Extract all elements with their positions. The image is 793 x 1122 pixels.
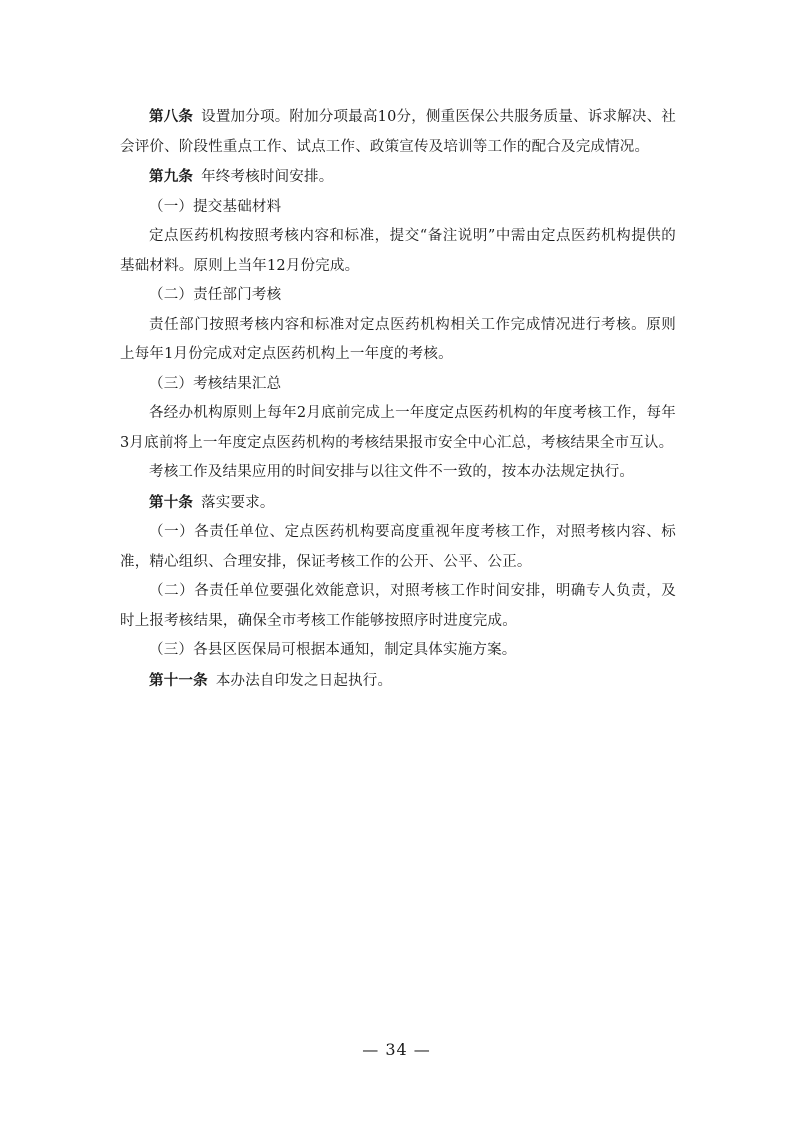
article-10-item-3: （三）各县区医保局可根据本通知，制定具体实施方案。 xyxy=(149,642,517,658)
article-9-item-2-text: 责任部门按照考核内容和标准对定点医药机构相关工作完成情况进行考核。原则上每年1月份完成对定点医药机构上一年度的考核。 xyxy=(120,316,676,362)
page-number: — 34 — xyxy=(362,1040,431,1059)
article-8-text: 设置加分项。附加分项最高10分，侧重医保公共服务质量、诉求解决、社会评价、阶段性重点工作、试点工作、政策宣传及培训等工作的配合及完成情况。 xyxy=(120,109,676,155)
article-10-item-2: （二）各责任单位要强化效能意识，对照考核工作时间安排，明确专人负责，及时上报考核结果，确保全市考核工作能够按照序时进度完成。 xyxy=(120,583,676,629)
article-10-heading: 第十条 xyxy=(149,493,194,511)
article-11-text: 本办法自印发之日起执行。 xyxy=(215,672,393,689)
article-10-item-1: （一）各责任单位、定点医药机构要高度重视年度考核工作，对照考核内容、标准，精心组织、合理安排，保证考核工作的公开、公平、公正。 xyxy=(120,524,676,570)
article-8 xyxy=(120,102,676,162)
article-10-text: 落实要求。 xyxy=(201,494,275,511)
article-9-text: 年终考核时间安排。 xyxy=(201,169,334,185)
article-9-note: 考核工作及结果应用的时间安排与以往文件不一致的，按本办法规定执行。 xyxy=(149,464,635,480)
article-9-item-3-text: 各经办机构原则上每年2月底前完成上一年度定点医药机构的年度考核工作，每年3月底前将上一年度定点医药机构的考核结果报市安全中心汇总，考核结果全市互认。 xyxy=(120,405,676,451)
article-9 xyxy=(120,162,676,193)
article-11 xyxy=(120,666,676,697)
article-9-heading: 第九条 xyxy=(149,168,194,185)
article-9-item-1-title: （一）提交基础材料 xyxy=(149,198,282,215)
article-9-item-2-title: （二）责任部门考核 xyxy=(149,287,282,303)
article-8-heading: 第八条 xyxy=(149,108,194,125)
article-9-item-1-text: 定点医药机构按照考核内容和标准，提交“备注说明”中需由定点医药机构提供的基础材料。原则上当年12月份完成。 xyxy=(120,228,676,274)
document-body xyxy=(120,102,676,696)
article-10 xyxy=(120,488,676,519)
article-11-heading: 第十一条 xyxy=(149,671,208,689)
article-9-item-3-title: （三）考核结果汇总 xyxy=(149,375,282,392)
